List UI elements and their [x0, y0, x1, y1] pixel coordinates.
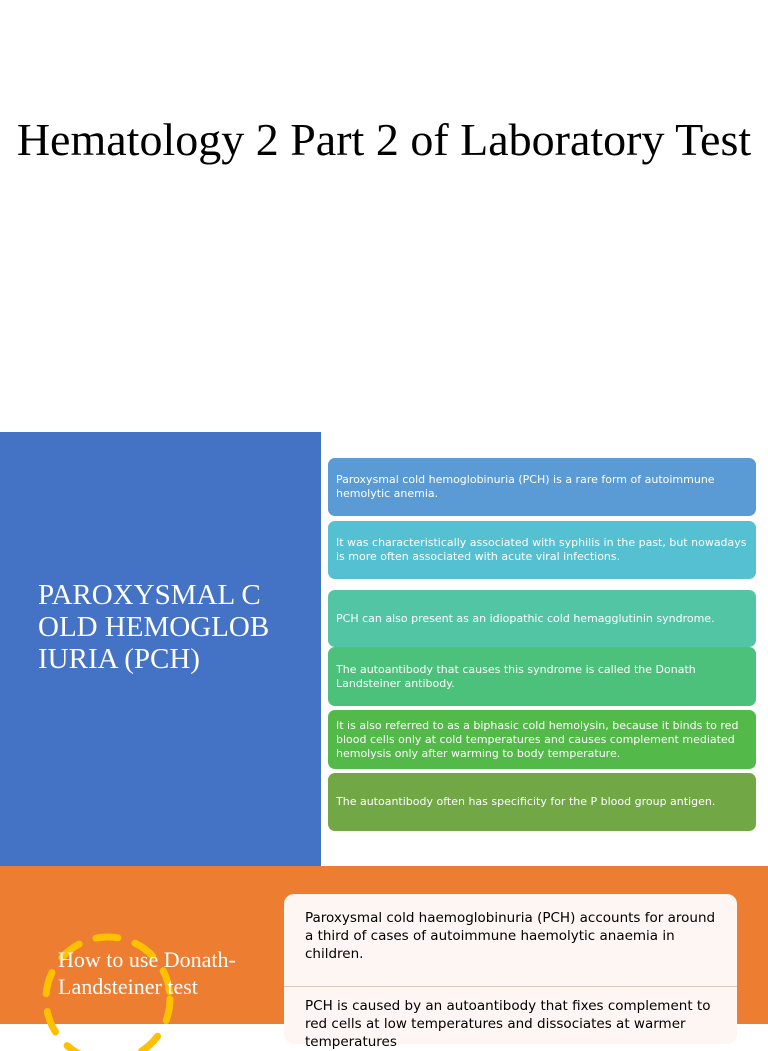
- info-box: The autoantibody often has specificity for the P blood group antigen.: [328, 773, 756, 831]
- side-title: How to use Donath-Landsteiner test: [58, 947, 236, 999]
- slide-title-text: Hematology 2 Part 2 of Laboratory Test: [16, 114, 752, 165]
- slide-title: [0, 0, 768, 432]
- paragraph: Paroxysmal cold haemoglobinuria (PCH) accounts for around a third of cases of autoimmune haemolytic anaemia in children.: [305, 910, 716, 962]
- info-box: PCH can also present as an idiopathic cold hemagglutinin syndrome.: [328, 590, 756, 647]
- heading-panel: [0, 432, 321, 866]
- paragraph: PCH is caused by an autoantibody that fixes complement to red cells at low temperatures and dissociates at warmer temperatures: [305, 998, 711, 1050]
- slide-pch: [0, 432, 768, 866]
- info-box: It was characteristically associated with syphilis in the past, but nowadays is more often associated with acute viral infections.: [328, 521, 756, 579]
- info-box: The autoantibody that causes this syndrome is called the Donath Landsteiner antibody.: [328, 647, 756, 706]
- text-card: [284, 894, 737, 1050]
- slide-donath-landsteiner: [0, 866, 768, 1050]
- info-box: Paroxysmal cold hemoglobinuria (PCH) is a rare form of autoimmune hemolytic anemia.: [328, 458, 756, 516]
- info-box: It is also referred to as a biphasic cold hemolysin, because it binds to red blood cells only at cold temperatures and causes complement mediated hemolysis only after warming to body temperature.: [328, 710, 756, 769]
- divider: [284, 986, 737, 987]
- slide-heading: PAROXYSMAL COLD HEMOGLOBIURIA (PCH): [38, 579, 270, 675]
